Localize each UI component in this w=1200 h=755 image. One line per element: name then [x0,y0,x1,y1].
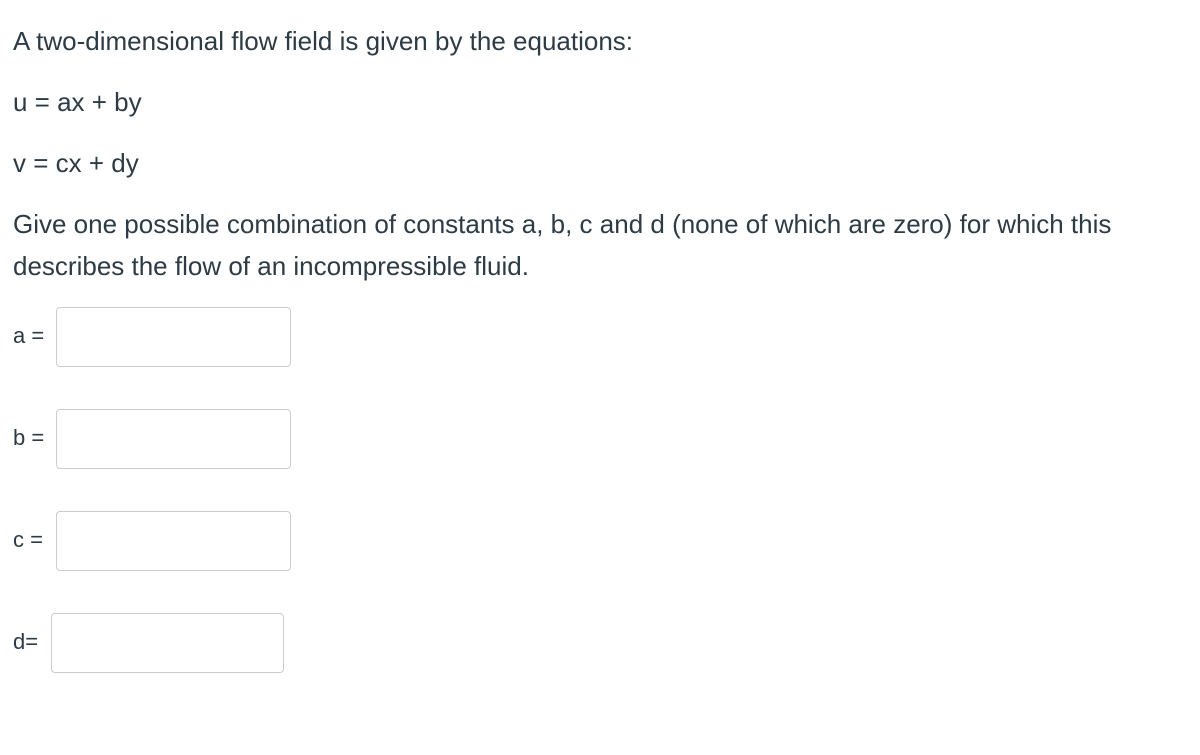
answer-label-c: c = [13,527,43,552]
question-prompt: Give one possible combination of constants a, b, c and d (none of which are zero) for which this describes the flow of an incompressible fluid. [13,209,1112,281]
answer-input-d[interactable] [51,613,284,673]
answer-input-b[interactable] [56,409,291,469]
question-intro: A two-dimensional flow field is given by the equations: [13,26,634,56]
answer-label-d: d= [13,629,39,654]
equation-v: v = cx + dy [13,148,139,178]
equation-u: u = ax + by [13,87,142,117]
answer-input-c[interactable] [56,511,291,571]
answer-input-a[interactable] [56,307,291,367]
answer-label-b: b = [13,425,45,450]
answer-label-a: a = [13,323,45,348]
